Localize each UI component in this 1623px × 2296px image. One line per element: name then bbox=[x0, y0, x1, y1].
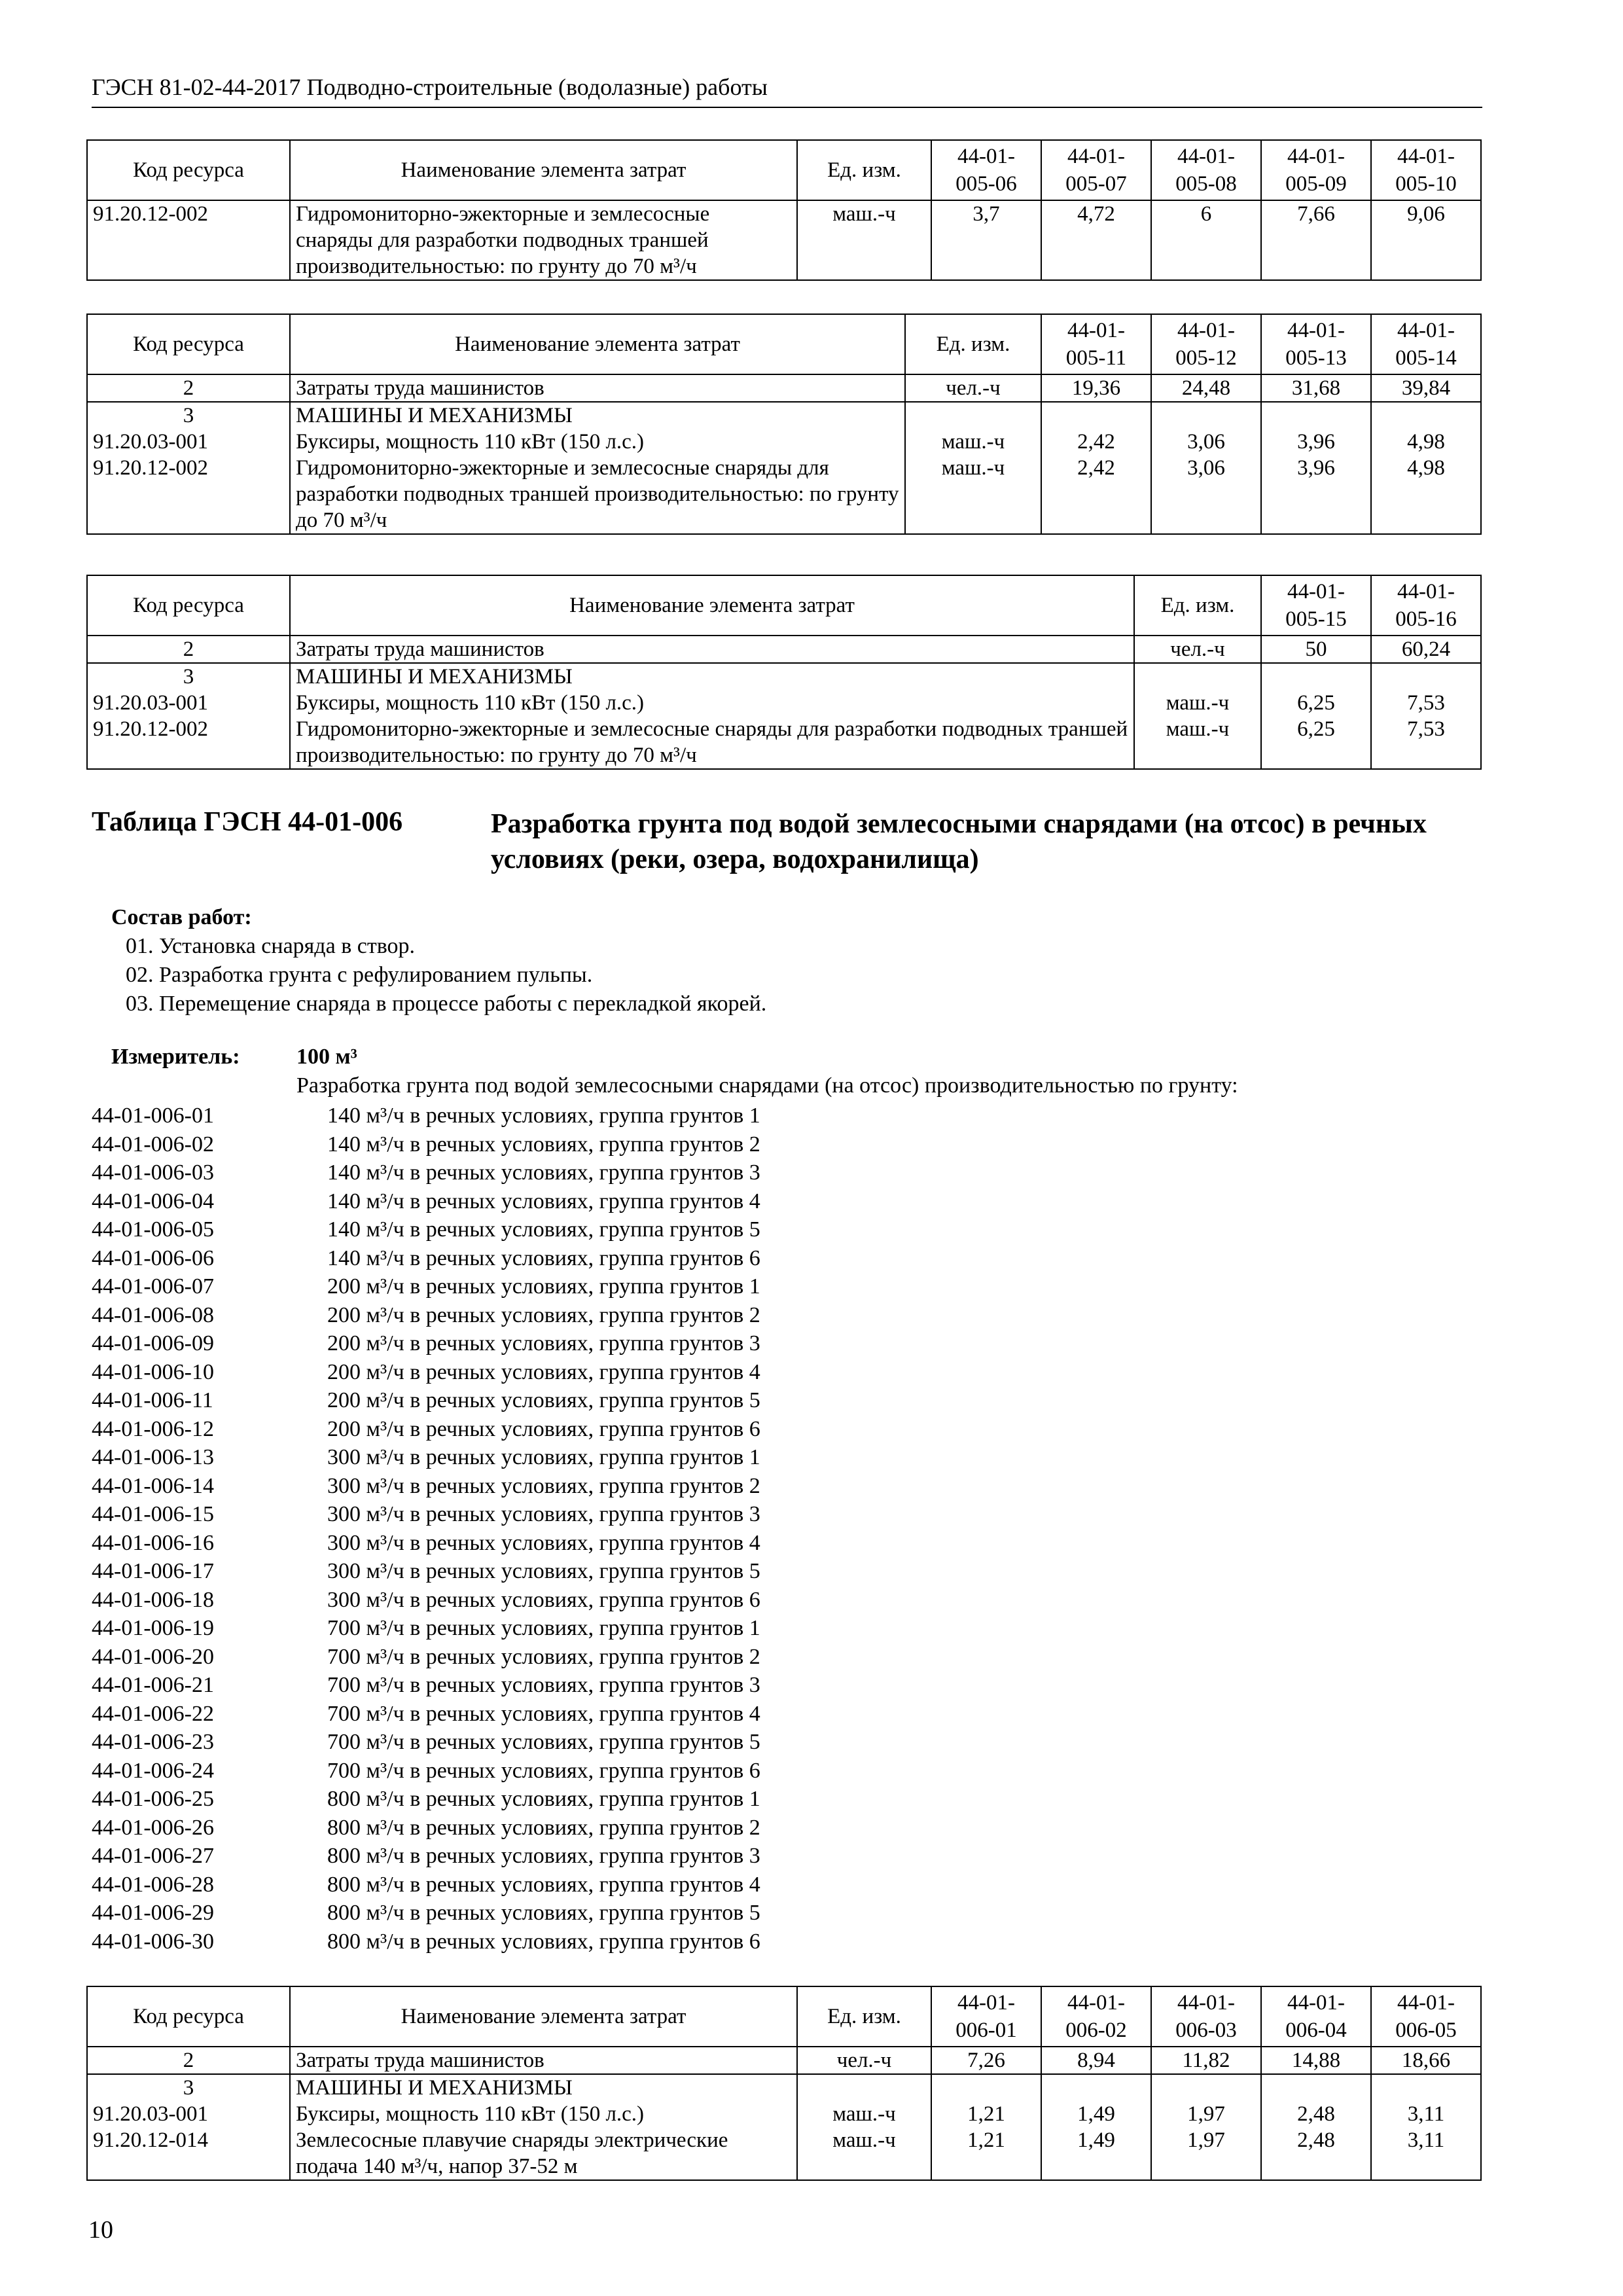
value-cell: 2,42 bbox=[1041, 455, 1151, 534]
norm-description: 700 м³/ч в речных условиях, группа грунтов 3 bbox=[327, 1673, 760, 1697]
col-header-norm: 44-01- 005-14 bbox=[1371, 314, 1481, 374]
col-header-norm: 44-01- 005-12 bbox=[1151, 314, 1261, 374]
resource-code: 91.20.12-002 bbox=[87, 716, 290, 769]
value-cell: 2,48 bbox=[1261, 2101, 1371, 2127]
norm-code: 44-01-006-08 bbox=[92, 1302, 214, 1327]
value-cell: 31,68 bbox=[1261, 374, 1371, 402]
unit-cell: маш.-ч bbox=[1134, 690, 1261, 716]
running-header: ГЭСН 81-02-44-2017 Подводно-строительные (водолазные) работы bbox=[92, 74, 768, 100]
norm-code: 44-01-006-10 bbox=[92, 1359, 214, 1384]
norm-description: 140 м³/ч в речных условиях, группа грунтов 6 bbox=[327, 1246, 760, 1270]
resource-name: Буксиры, мощность 110 кВт (150 л.с.) bbox=[290, 2101, 797, 2127]
col-header-norm: 44-01- 005-10 bbox=[1371, 140, 1481, 200]
norm-description: 200 м³/ч в речных условиях, группа грунтов 6 bbox=[327, 1416, 760, 1441]
work-item: 01. Установка снаряда в створ. bbox=[126, 934, 416, 958]
col-header-norm: 44-01- 005-06 bbox=[931, 140, 1041, 200]
measure-label: Измеритель: bbox=[111, 1045, 240, 1069]
norm-code-row bbox=[92, 1244, 760, 1273]
value-cell: 1,97 bbox=[1151, 2127, 1261, 2180]
value-cell: 24,48 bbox=[1151, 374, 1261, 402]
unit-cell: маш.-ч bbox=[905, 429, 1041, 455]
norm-code: 44-01-006-27 bbox=[92, 1844, 214, 1868]
norm-description: 200 м³/ч в речных условиях, группа грунтов 1 bbox=[327, 1274, 760, 1299]
value-cell: 3,96 bbox=[1261, 429, 1371, 455]
table-number-title: Таблица ГЭСН 44-01-006 bbox=[92, 807, 403, 837]
resource-table-1 bbox=[86, 139, 1482, 281]
header-rule bbox=[92, 107, 1482, 108]
table-row bbox=[87, 716, 1481, 769]
norm-description: 700 м³/ч в речных условиях, группа грунтов 4 bbox=[327, 1701, 760, 1726]
norm-code: 44-01-006-22 bbox=[92, 1701, 214, 1726]
norm-code: 44-01-006-26 bbox=[92, 1815, 214, 1840]
col-header-norm: 44-01- 005-08 bbox=[1151, 140, 1261, 200]
norm-code-row bbox=[92, 1415, 760, 1444]
norm-description: 140 м³/ч в речных условиях, группа грунтов 4 bbox=[327, 1189, 760, 1213]
norm-code: 44-01-006-28 bbox=[92, 1872, 214, 1897]
unit-cell: маш.-ч bbox=[797, 200, 931, 280]
value-cell: 39,84 bbox=[1371, 374, 1481, 402]
norm-code-row bbox=[92, 1700, 760, 1729]
col-header-unit: Ед. изм. bbox=[905, 314, 1041, 374]
col-header-norm: 44-01- 005-11 bbox=[1041, 314, 1151, 374]
norm-code: 44-01-006-30 bbox=[92, 1929, 214, 1954]
norm-code-row bbox=[92, 1728, 760, 1757]
value-cell: 1,49 bbox=[1041, 2127, 1151, 2180]
group-code: 3 bbox=[87, 402, 290, 429]
value-cell: 3,06 bbox=[1151, 455, 1261, 534]
resource-code: 91.20.12-002 bbox=[87, 200, 290, 280]
resource-code: 91.20.03-001 bbox=[87, 429, 290, 455]
resource-name: Буксиры, мощность 110 кВт (150 л.с.) bbox=[290, 429, 905, 455]
group-code: 3 bbox=[87, 2074, 290, 2101]
norm-code: 44-01-006-06 bbox=[92, 1246, 214, 1270]
norm-code-row bbox=[92, 1557, 760, 1586]
value-cell: 3,7 bbox=[931, 200, 1041, 280]
value-cell: 3,11 bbox=[1371, 2101, 1481, 2127]
norm-description: 300 м³/ч в речных условиях, группа грунтов 3 bbox=[327, 1502, 760, 1526]
group-name: МАШИНЫ И МЕХАНИЗМЫ bbox=[290, 2074, 797, 2101]
norm-code-row bbox=[92, 1928, 760, 1956]
norm-code: 44-01-006-13 bbox=[92, 1445, 214, 1469]
norm-code: 44-01-006-04 bbox=[92, 1189, 214, 1213]
norm-code: 44-01-006-29 bbox=[92, 1901, 214, 1925]
col-header-name: Наименование элемента затрат bbox=[290, 314, 905, 374]
norm-description: 140 м³/ч в речных условиях, группа грунтов 5 bbox=[327, 1217, 760, 1242]
col-header-unit: Ед. изм. bbox=[797, 140, 931, 200]
norm-code: 44-01-006-23 bbox=[92, 1730, 214, 1754]
norm-description: 200 м³/ч в речных условиях, группа грунтов 3 bbox=[327, 1331, 760, 1355]
group-code: 3 bbox=[87, 663, 290, 690]
col-header-unit: Ед. изм. bbox=[797, 1986, 931, 2047]
resource-name: Гидромониторно-эжекторные и землесосные снаряды для разработки подводных траншей производительностью: по грунту до 70 м³/ч bbox=[290, 200, 797, 280]
group-row bbox=[87, 663, 1481, 690]
norm-description: 700 м³/ч в речных условиях, группа грунтов 2 bbox=[327, 1644, 760, 1669]
col-header-code: Код ресурса bbox=[87, 314, 290, 374]
norm-code-row bbox=[92, 1643, 760, 1672]
norm-code: 44-01-006-03 bbox=[92, 1160, 214, 1185]
col-header-unit: Ед. изм. bbox=[1134, 575, 1261, 636]
group-row bbox=[87, 2074, 1481, 2101]
value-cell: 2,48 bbox=[1261, 2127, 1371, 2180]
value-cell: 11,82 bbox=[1151, 2047, 1261, 2074]
resource-table-4 bbox=[86, 1986, 1482, 2181]
resource-name: Затраты труда машинистов bbox=[290, 374, 905, 402]
norm-code-row bbox=[92, 1301, 760, 1330]
value-cell: 14,88 bbox=[1261, 2047, 1371, 2074]
norm-code-row bbox=[92, 1130, 760, 1159]
unit-cell: чел.-ч bbox=[1134, 636, 1261, 663]
table-row bbox=[87, 690, 1481, 716]
table-row bbox=[87, 455, 1481, 534]
norm-code: 44-01-006-09 bbox=[92, 1331, 214, 1355]
norm-code-row bbox=[92, 1871, 760, 1899]
col-header-code: Код ресурса bbox=[87, 575, 290, 636]
value-cell: 1,97 bbox=[1151, 2101, 1261, 2127]
col-header-norm: 44-01- 005-09 bbox=[1261, 140, 1371, 200]
norm-code-row bbox=[92, 1842, 760, 1871]
norm-code: 44-01-006-20 bbox=[92, 1644, 214, 1669]
group-row bbox=[87, 402, 1481, 429]
value-cell: 4,98 bbox=[1371, 429, 1481, 455]
value-cell: 3,96 bbox=[1261, 455, 1371, 534]
unit-cell: маш.-ч bbox=[905, 455, 1041, 534]
value-cell: 6,25 bbox=[1261, 716, 1371, 769]
col-header-code: Код ресурса bbox=[87, 1986, 290, 2047]
page-number: 10 bbox=[88, 2216, 113, 2244]
table-row bbox=[87, 2101, 1481, 2127]
col-header-norm: 44-01- 006-02 bbox=[1041, 1986, 1151, 2047]
norm-code: 44-01-006-11 bbox=[92, 1388, 213, 1412]
norm-code: 44-01-006-02 bbox=[92, 1132, 214, 1157]
norm-code-row bbox=[92, 1187, 760, 1216]
section-heading: Разработка грунта под водой землесосными снарядами (на отсос) в речных условиях (реки, озера, водохранилища) bbox=[491, 809, 1427, 874]
table-row bbox=[87, 200, 1481, 280]
norm-code-row bbox=[92, 1529, 760, 1558]
norm-code-row bbox=[92, 1500, 760, 1529]
norm-code: 44-01-006-21 bbox=[92, 1673, 214, 1697]
col-header-norm: 44-01- 005-15 bbox=[1261, 575, 1371, 636]
resource-name: Гидромониторно-эжекторные и землесосные снаряды для разработки подводных траншей производительностью: по грунту до 70 м³/ч bbox=[290, 455, 905, 534]
norm-code-row bbox=[92, 1757, 760, 1785]
group-name: МАШИНЫ И МЕХАНИЗМЫ bbox=[290, 402, 905, 429]
norm-code-row bbox=[92, 1671, 760, 1700]
unit-cell: маш.-ч bbox=[797, 2127, 931, 2180]
norm-description: 800 м³/ч в речных условиях, группа грунтов 1 bbox=[327, 1787, 760, 1811]
norm-code-row bbox=[92, 1899, 760, 1928]
value-cell: 18,66 bbox=[1371, 2047, 1481, 2074]
norm-description: 300 м³/ч в речных условиях, группа грунтов 5 bbox=[327, 1559, 760, 1583]
measure-description: Разработка грунта под водой землесосными снарядами (на отсос) производительностью по грунту: bbox=[296, 1073, 1238, 1098]
value-cell: 1,21 bbox=[931, 2101, 1041, 2127]
norm-code-row bbox=[92, 1785, 760, 1814]
norm-description: 300 м³/ч в речных условиях, группа грунтов 1 bbox=[327, 1445, 760, 1469]
norm-code-row bbox=[92, 1158, 760, 1187]
resource-name: Затраты труда машинистов bbox=[290, 2047, 797, 2074]
resource-name: Гидромониторно-эжекторные и землесосные снаряды для разработки подводных траншей производительностью: по грунту до 70 м³/ч bbox=[290, 716, 1134, 769]
col-header-norm: 44-01- 006-01 bbox=[931, 1986, 1041, 2047]
resource-code: 91.20.12-014 bbox=[87, 2127, 290, 2180]
norm-code: 44-01-006-18 bbox=[92, 1587, 214, 1612]
norm-code-row bbox=[92, 1472, 760, 1501]
resource-name: Буксиры, мощность 110 кВт (150 л.с.) bbox=[290, 690, 1134, 716]
resource-table-3 bbox=[86, 575, 1482, 770]
col-header-name: Наименование элемента затрат bbox=[290, 140, 797, 200]
table-row bbox=[87, 429, 1481, 455]
value-cell: 50 bbox=[1261, 636, 1371, 663]
norm-description: 300 м³/ч в речных условиях, группа грунтов 2 bbox=[327, 1473, 760, 1498]
value-cell: 1,21 bbox=[931, 2127, 1041, 2180]
norm-code: 44-01-006-07 bbox=[92, 1274, 214, 1299]
value-cell: 3,06 bbox=[1151, 429, 1261, 455]
group-name: МАШИНЫ И МЕХАНИЗМЫ bbox=[290, 663, 1134, 690]
norm-code: 44-01-006-25 bbox=[92, 1787, 214, 1811]
col-header-norm: 44-01- 005-16 bbox=[1371, 575, 1481, 636]
norm-code: 44-01-006-17 bbox=[92, 1559, 214, 1583]
norm-description: 140 м³/ч в речных условиях, группа грунтов 3 bbox=[327, 1160, 760, 1185]
norm-code-row bbox=[92, 1102, 760, 1130]
norm-code: 44-01-006-05 bbox=[92, 1217, 214, 1242]
norm-description: 800 м³/ч в речных условиях, группа грунтов 5 bbox=[327, 1901, 760, 1925]
col-header-code: Код ресурса bbox=[87, 140, 290, 200]
unit-cell: чел.-ч bbox=[905, 374, 1041, 402]
resource-code: 91.20.03-001 bbox=[87, 2101, 290, 2127]
norm-description: 800 м³/ч в речных условиях, группа грунтов 4 bbox=[327, 1872, 760, 1897]
value-cell: 60,24 bbox=[1371, 636, 1481, 663]
norm-code-row bbox=[92, 1329, 760, 1358]
resource-code: 2 bbox=[87, 2047, 290, 2074]
norm-code-row bbox=[92, 1814, 760, 1842]
col-header-norm: 44-01- 006-03 bbox=[1151, 1986, 1261, 2047]
norm-description: 200 м³/ч в речных условиях, группа грунтов 4 bbox=[327, 1359, 760, 1384]
norm-description: 800 м³/ч в речных условиях, группа грунтов 2 bbox=[327, 1815, 760, 1840]
unit-cell: чел.-ч bbox=[797, 2047, 931, 2074]
unit-cell: маш.-ч bbox=[1134, 716, 1261, 769]
unit-cell: маш.-ч bbox=[797, 2101, 931, 2127]
work-item: 02. Разработка грунта с рефулированием пульпы. bbox=[126, 963, 593, 987]
resource-table-2 bbox=[86, 314, 1482, 535]
value-cell: 7,66 bbox=[1261, 200, 1371, 280]
measure-value: 100 м³ bbox=[296, 1045, 357, 1069]
norm-code-row bbox=[92, 1443, 760, 1472]
norm-code-row bbox=[92, 1272, 760, 1301]
norm-code: 44-01-006-12 bbox=[92, 1416, 214, 1441]
norm-description: 140 м³/ч в речных условиях, группа грунтов 1 bbox=[327, 1103, 760, 1128]
works-composition bbox=[111, 903, 766, 1018]
norm-code-row bbox=[92, 1586, 760, 1615]
value-cell: 1,49 bbox=[1041, 2101, 1151, 2127]
norm-code-row bbox=[92, 1386, 760, 1415]
labor-row bbox=[87, 636, 1481, 663]
resource-code: 2 bbox=[87, 374, 290, 402]
col-header-name: Наименование элемента затрат bbox=[290, 1986, 797, 2047]
col-header-norm: 44-01- 005-13 bbox=[1261, 314, 1371, 374]
value-cell: 19,36 bbox=[1041, 374, 1151, 402]
resource-code: 2 bbox=[87, 636, 290, 663]
col-header-norm: 44-01- 006-05 bbox=[1371, 1986, 1481, 2047]
labor-row bbox=[87, 2047, 1481, 2074]
norm-code-row bbox=[92, 1614, 760, 1643]
col-header-name: Наименование элемента затрат bbox=[290, 575, 1134, 636]
norm-description: 700 м³/ч в речных условиях, группа грунтов 5 bbox=[327, 1730, 760, 1754]
value-cell: 6,25 bbox=[1261, 690, 1371, 716]
resource-code: 91.20.12-002 bbox=[87, 455, 290, 534]
norm-description: 300 м³/ч в речных условиях, группа грунтов 6 bbox=[327, 1587, 760, 1612]
norm-code: 44-01-006-19 bbox=[92, 1616, 214, 1640]
resource-code: 91.20.03-001 bbox=[87, 690, 290, 716]
norm-description: 200 м³/ч в речных условиях, группа грунтов 2 bbox=[327, 1302, 760, 1327]
value-cell: 7,26 bbox=[931, 2047, 1041, 2074]
value-cell: 7,53 bbox=[1371, 690, 1481, 716]
resource-name: Затраты труда машинистов bbox=[290, 636, 1134, 663]
norm-code: 44-01-006-24 bbox=[92, 1758, 214, 1783]
norm-code: 44-01-006-01 bbox=[92, 1103, 214, 1128]
norm-description: 800 м³/ч в речных условиях, группа грунтов 3 bbox=[327, 1844, 760, 1868]
labor-row bbox=[87, 374, 1481, 402]
norm-code: 44-01-006-15 bbox=[92, 1502, 214, 1526]
norm-code: 44-01-006-16 bbox=[92, 1530, 214, 1555]
col-header-norm: 44-01- 005-07 bbox=[1041, 140, 1151, 200]
norm-code-row bbox=[92, 1358, 760, 1387]
norm-code: 44-01-006-14 bbox=[92, 1473, 214, 1498]
value-cell: 6 bbox=[1151, 200, 1261, 280]
value-cell: 4,72 bbox=[1041, 200, 1151, 280]
value-cell: 4,98 bbox=[1371, 455, 1481, 534]
norm-code-list bbox=[92, 1102, 760, 1956]
value-cell: 9,06 bbox=[1371, 200, 1481, 280]
value-cell: 8,94 bbox=[1041, 2047, 1151, 2074]
resource-name: Землесосные плавучие снаряды электрические подача 140 м³/ч, напор 37-52 м bbox=[290, 2127, 797, 2180]
table-row bbox=[87, 2127, 1481, 2180]
norm-description: 140 м³/ч в речных условиях, группа грунтов 2 bbox=[327, 1132, 760, 1157]
norm-description: 700 м³/ч в речных условиях, группа грунтов 1 bbox=[327, 1616, 760, 1640]
works-label: Состав работ: bbox=[111, 905, 252, 929]
norm-description: 300 м³/ч в речных условиях, группа грунтов 4 bbox=[327, 1530, 760, 1555]
value-cell: 2,42 bbox=[1041, 429, 1151, 455]
norm-description: 200 м³/ч в речных условиях, группа грунтов 5 bbox=[327, 1388, 760, 1412]
norm-description: 700 м³/ч в речных условиях, группа грунтов 6 bbox=[327, 1758, 760, 1783]
value-cell: 3,11 bbox=[1371, 2127, 1481, 2180]
norm-code-row bbox=[92, 1215, 760, 1244]
norm-description: 800 м³/ч в речных условиях, группа грунтов 6 bbox=[327, 1929, 760, 1954]
col-header-norm: 44-01- 006-04 bbox=[1261, 1986, 1371, 2047]
work-item: 03. Перемещение снаряда в процессе работы с перекладкой якорей. bbox=[126, 992, 767, 1016]
value-cell: 7,53 bbox=[1371, 716, 1481, 769]
